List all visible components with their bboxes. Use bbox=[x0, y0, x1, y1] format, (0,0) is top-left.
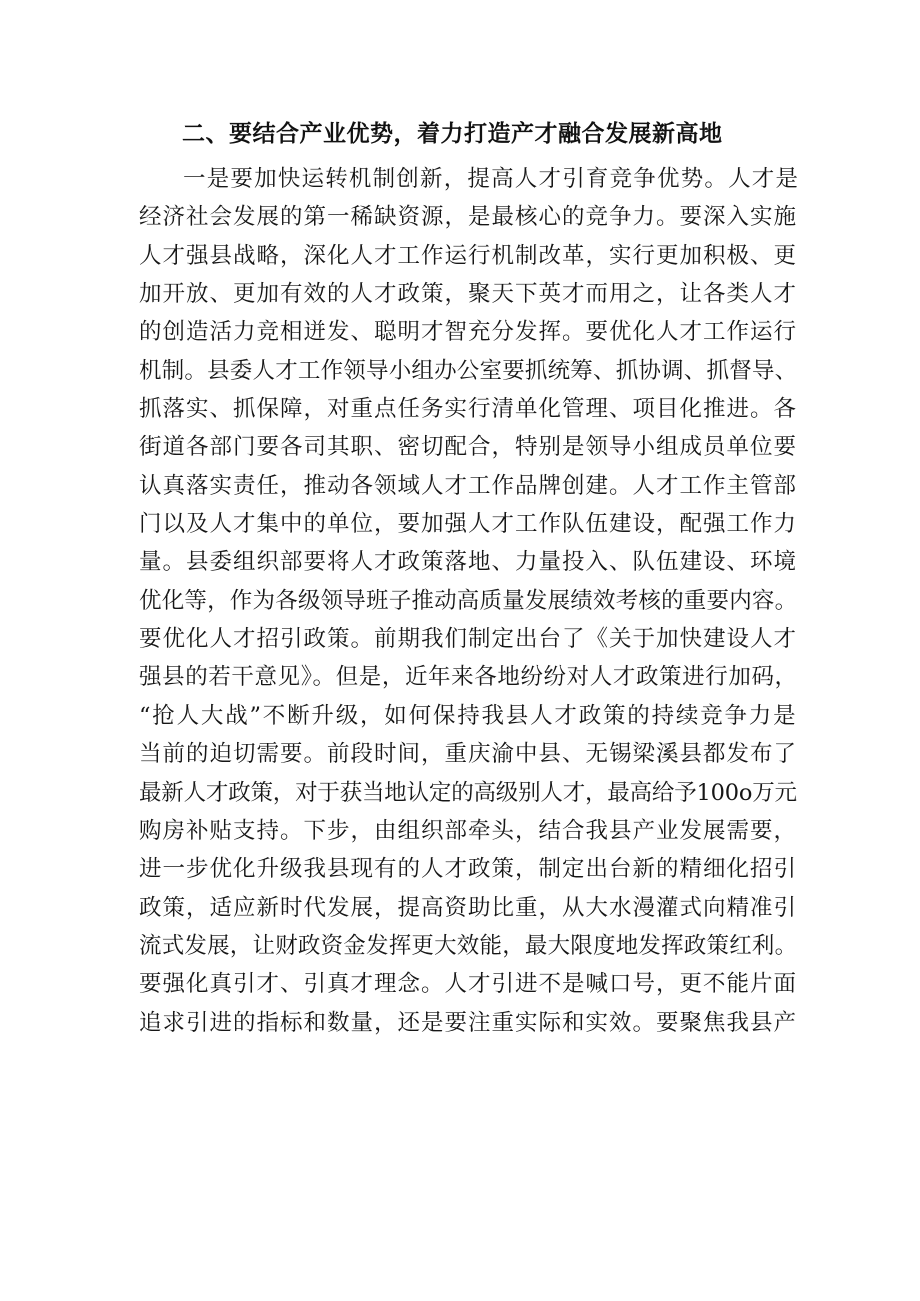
body-paragraph bbox=[139, 160, 799, 1042]
text-line: 量。县委组织部要将人才政策落地、力量投入、队伍建设、环境 bbox=[139, 549, 798, 576]
text-line: 当前的迫切需要。前段时间，重庆渝中县、无锡梁溪县都发布了 bbox=[139, 741, 798, 768]
section-heading: 二、要结合产业优势，着力打造产才融合发展新高地 bbox=[182, 121, 723, 147]
text-line: 认真落实责任，推动各领域人才工作品牌创建。人才工作主管部 bbox=[139, 472, 798, 499]
text-line: 强县的若干意见》。但是，近年来各地纷纷对人才政策进行加码， bbox=[139, 664, 798, 691]
text-line: 优化等，作为各级领导班子推动高质量发展绩效考核的重要内容。 bbox=[139, 587, 798, 614]
text-line: 要优化人才招引政策。前期我们制定出台了《关于加快建设人才 bbox=[139, 626, 798, 653]
text-line: 经济社会发展的第一稀缺资源，是最核心的竞争力。要深入实施 bbox=[139, 204, 798, 231]
text-line: 街道各部门要各司其职、密切配合，特别是领导小组成员单位要 bbox=[139, 434, 798, 461]
text-line: 的创造活力竞相迸发、聪明才智充分发挥。要优化人才工作运行 bbox=[139, 319, 798, 346]
text-line: “抢人大战”不断升级，如何保持我县人才政策的持续竞争力是 bbox=[139, 702, 798, 729]
text-line: 进一步优化升级我县现有的人才政策，制定出台新的精细化招引 bbox=[139, 856, 798, 883]
text-line: 门以及人才集中的单位，要加强人才工作队伍建设，配强工作力 bbox=[139, 511, 798, 538]
text-line: 要强化真引才、引真才理念。人才引进不是喊口号，更不能片面 bbox=[139, 971, 798, 998]
text-line: 流式发展，让财政资金发挥更大效能，最大限度地发挥政策红利。 bbox=[139, 932, 798, 959]
text-line: 政策，适应新时代发展，提高资助比重，从大水漫灌式向精准引 bbox=[139, 894, 798, 921]
text-line: 机制。县委人才工作领导小组办公室要抓统筹、抓协调、抓督导、 bbox=[139, 357, 798, 384]
text-line: 最新人才政策，对于获当地认定的高级别人才，最高给予100o万元 bbox=[139, 779, 797, 806]
text-line: 抓落实、抓保障，对重点任务实行清单化管理、项目化推进。各 bbox=[139, 396, 798, 423]
text-line: 追求引进的指标和数量，还是要注重实际和实效。要聚焦我县产 bbox=[139, 1009, 798, 1036]
text-line: 人才强县战略，深化人才工作运行机制改革，实行更加积极、更 bbox=[139, 242, 798, 269]
text-line: 一是要加快运转机制创新，提高人才引育竞争优势。人才是 bbox=[183, 166, 800, 192]
text-line: 加开放、更加有效的人才政策，聚天下英才而用之，让各类人才 bbox=[139, 281, 798, 308]
text-line: 购房补贴支持。下步，由组织部牵头，结合我县产业发展需要， bbox=[139, 817, 798, 844]
